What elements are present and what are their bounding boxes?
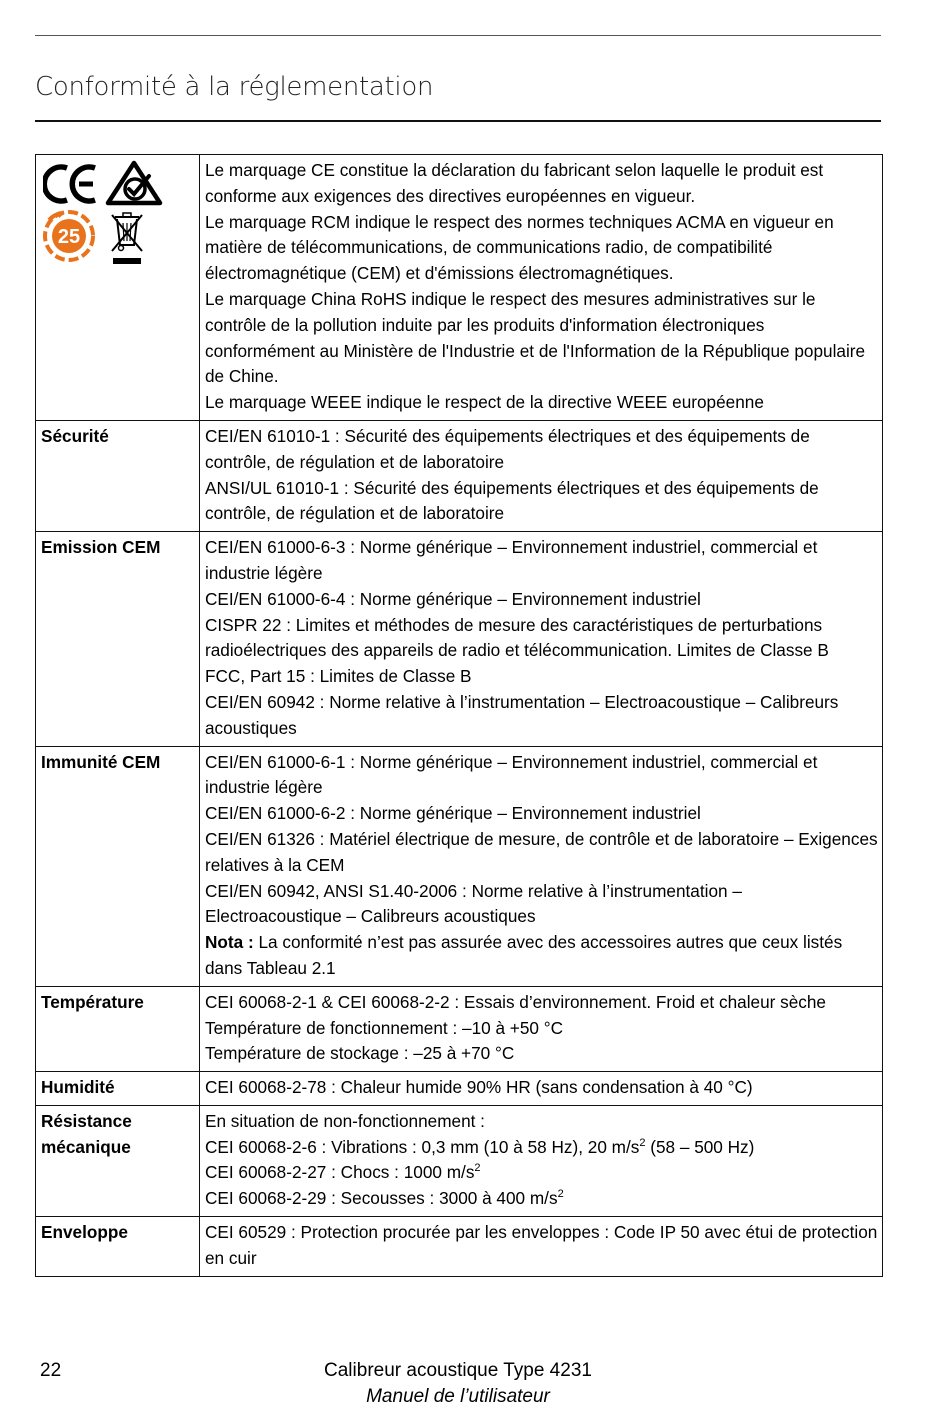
- vibration-line: [205, 1135, 878, 1161]
- superscript: 2: [557, 1188, 564, 1201]
- note-label: Nota :: [205, 932, 254, 953]
- row-content-securite: [200, 420, 883, 531]
- row-label-enveloppe: Enveloppe: [36, 1217, 200, 1277]
- marks-description-cell: [200, 155, 883, 421]
- ce-mark-icon: [43, 162, 101, 206]
- standard-line: Température de stockage : –25 à +70 °C: [205, 1043, 515, 1064]
- standard-line: CEI/EN 61326 : Matériel électrique de mesure, de contrôle et de laboratoire – Exigences relatives à la CEM: [205, 828, 878, 875]
- standard-line: CEI/EN 61000-6-1 : Norme générique – Environnement industriel, commercial et industrie légère: [205, 751, 818, 798]
- shock-text: CEI 60068-2-27 : Chocs : 1000 m/s: [205, 1162, 475, 1183]
- row-label-temperature: Température: [36, 986, 200, 1071]
- table-row: [36, 1105, 883, 1216]
- standard-line: Température de fonctionnement : –10 à +50 °C: [205, 1017, 564, 1038]
- row-content-immunite-cem: [200, 746, 883, 986]
- row-content-temperature: [200, 986, 883, 1071]
- standard-line: CEI/EN 61000-6-3 : Norme générique – Environnement industriel, commercial et industrie légère: [205, 537, 818, 583]
- title-rule: [35, 120, 881, 122]
- row-label-immunite-cem: Immunité CEM: [36, 746, 200, 986]
- row-label-securite: Sécurité: [36, 420, 200, 531]
- superscript: 2: [639, 1136, 646, 1149]
- bump-line: [205, 1186, 878, 1212]
- superscript: 2: [474, 1162, 481, 1175]
- row-content-humidite: [200, 1072, 883, 1106]
- note-text: La conformité n’est pas assurée avec des accessoires autres que ceux listés dans Tableau 2.1: [205, 932, 843, 978]
- ce-description: Le marquage CE constitue la déclaration du fabricant selon laquelle le produit est conforme aux exigences des directives européennes en vigueur.: [205, 160, 824, 206]
- row-label-resistance-mecanique: Résistance mécanique: [36, 1105, 200, 1216]
- standard-line: ANSI/UL 61010-1 : Sécurité des équipements électriques et des équipements de contrôle, de régulation et de laboratoire: [205, 477, 819, 524]
- table-row: [36, 1217, 883, 1277]
- standard-line: CEI/EN 60942, ANSI S1.40-2006 : Norme relative à l’instrumentation – Electroacoustique – Calibreurs acoustiques: [205, 880, 742, 927]
- page-title: Conformité à la réglementation: [35, 72, 434, 102]
- standard-line: CISPR 22 : Limites et méthodes de mesure des caractéristiques de perturbations radioélectriques des appareils de radio et télécommunication. Limites de Classe B: [205, 614, 829, 661]
- rcm-mark-icon: [105, 160, 163, 206]
- china-rohs-25-icon: [43, 210, 95, 262]
- bump-text: CEI 60068-2-29 : Secousses : 3000 à 400 m/s: [205, 1188, 558, 1209]
- standard-line: CEI/EN 61000-6-2 : Norme générique – Environnement industriel: [205, 803, 701, 824]
- weee-description: Le marquage WEEE indique le respect de la directive WEEE européenne: [205, 392, 764, 413]
- table-row: [36, 532, 883, 746]
- page-number: 22: [40, 1360, 62, 1381]
- rcm-description: Le marquage RCM indique le respect des normes techniques ACMA en vigueur en matière de télécommunications, de communications radio, de compatibilité électromagnétique (CEM) et d'émissions électromagnétiques.: [205, 211, 834, 284]
- shock-line: [205, 1160, 878, 1186]
- table-row: [36, 420, 883, 531]
- table-row: [36, 155, 883, 421]
- standard-line: CEI 60068-2-1 & CEI 60068-2-2 : Essais d’environnement. Froid et chaleur sèche: [205, 991, 826, 1012]
- standard-line: CEI/EN 60942 : Norme relative à l’instrumentation – Electroacoustique – Calibreurs acoustiques: [205, 691, 839, 738]
- note-line: [205, 930, 878, 982]
- weee-bin-icon: [109, 211, 145, 267]
- table-row: [36, 986, 883, 1071]
- vibration-range: (58 – 500 Hz): [645, 1136, 755, 1157]
- table-row: [36, 1072, 883, 1106]
- header-rule: [35, 35, 881, 36]
- vibration-text: CEI 60068-2-6 : Vibrations : 0,3 mm (10 à 58 Hz), 20 m/s: [205, 1136, 640, 1157]
- row-label-emission-cem: Emission CEM: [36, 532, 200, 746]
- standard-line: FCC, Part 15 : Limites de Classe B: [205, 666, 472, 687]
- rohs-description: Le marquage China RoHS indique le respect des mesures administratives sur le contrôle de la pollution induite par les produits d'information électroniques conformément au Ministère de l'Industrie et de l'Information de la République populaire de Chine.: [205, 288, 866, 387]
- table-row: [36, 746, 883, 986]
- footer-subtitle: Manuel de l’utilisateur: [366, 1386, 550, 1407]
- standard-line: CEI 60529 : Protection procurée par les enveloppes : Code IP 50 avec étui de protection en cuir: [205, 1222, 878, 1268]
- row-content-resistance-mecanique: [200, 1105, 883, 1216]
- footer-title: Calibreur acoustique Type 4231: [324, 1360, 592, 1381]
- standard-line: CEI 60068-2-78 : Chaleur humide 90% HR (sans condensation à 40 °C): [205, 1077, 753, 1098]
- rohs-years-label: 25: [57, 226, 81, 248]
- standard-line: En situation de non-fonctionnement :: [205, 1110, 485, 1131]
- regulatory-table: [35, 154, 883, 1277]
- standard-line: CEI/EN 61000-6-4 : Norme générique – Environnement industriel: [205, 588, 701, 609]
- row-label-humidite: Humidité: [36, 1072, 200, 1106]
- row-content-emission-cem: [200, 532, 883, 746]
- row-content-enveloppe: [200, 1217, 883, 1277]
- standard-line: CEI/EN 61010-1 : Sécurité des équipements électriques et des équipements de contrôle, de régulation et de laboratoire: [205, 425, 810, 472]
- marks-icons-cell: [36, 155, 200, 421]
